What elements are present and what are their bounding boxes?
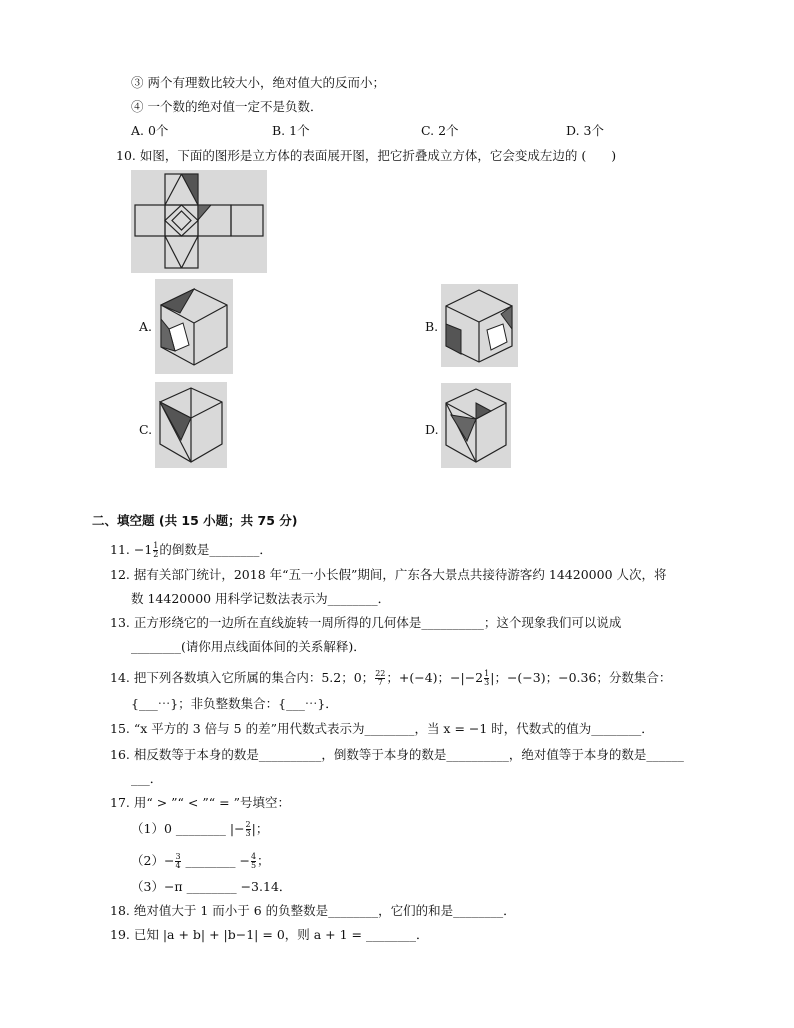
section-2-title: 二、填空题 (共 15 小题；共 75 分) xyxy=(92,513,298,528)
q12-line-2: 数 14420000 用科学记数法表示为________． xyxy=(131,591,391,606)
q14-f2-den: 3 xyxy=(484,678,490,687)
q17-p1-num: 2 xyxy=(245,820,251,829)
q14-fraction-1-3 xyxy=(484,670,489,687)
q17-p2-num-1: 3 xyxy=(175,852,181,861)
q11 xyxy=(110,541,272,559)
q17-part-3: （3）−π ________ −3.14． xyxy=(131,879,292,894)
q14-part-b: ；+(−4)；−|−2 xyxy=(386,670,484,685)
q14-line-2: {___⋯}；非负整数集合：{___⋯}． xyxy=(131,696,338,711)
q17-p1-b: |； xyxy=(251,821,269,836)
q14-f1-den: 7 xyxy=(375,678,385,687)
q17-p2-den-2: 5 xyxy=(250,861,257,870)
q18: 18. 绝对值大于 1 而小于 6 的负整数是________，它们的和是________． xyxy=(110,903,516,918)
q17-part-2 xyxy=(131,852,270,870)
q13-line-1: 13. 正方形绕它的一边所在直线旋转一周所得的几何体是__________；这个现象我们可以说成 xyxy=(110,615,622,630)
q17-p1-fraction xyxy=(246,821,251,838)
q11-pre: 11. −1 xyxy=(110,542,153,557)
q17-p2-fraction-1 xyxy=(175,853,180,870)
q11-frac-num: 1 xyxy=(153,541,159,550)
q17-p1-a: （1）0 ________ |− xyxy=(131,821,245,836)
q15: 15. “x 平方的 3 倍与 5 的差”用代数式表示为________，当 x = −1 时，代数式的值为________． xyxy=(110,721,654,736)
q17-p2-a: （2）− xyxy=(131,853,175,868)
q19: 19. 已知 |a + b| + |b−1| = 0，则 a + 1 = ________． xyxy=(110,927,429,942)
q9-option-d: D. 3个 xyxy=(566,123,604,138)
q13-line-2: ________(请你用点线面体间的关系解释)． xyxy=(131,639,366,654)
q9-option-b: B. 1个 xyxy=(272,123,310,138)
q17-p2-num-2: 4 xyxy=(250,852,257,861)
q10-option-a-label: A. xyxy=(139,319,153,334)
q14-f1-num: 22 xyxy=(375,669,386,678)
q17-p2-b: ； xyxy=(257,853,270,868)
q10-option-c-label: C. xyxy=(139,422,153,437)
q14-fraction-22-7 xyxy=(375,670,385,687)
cube-option-c-image[interactable] xyxy=(155,382,227,468)
q9-option-c: C. 2个 xyxy=(421,123,459,138)
q16-line-2: ___． xyxy=(131,771,163,786)
q14-part-c: |；−(−3)；−0.36̇；分数集合： xyxy=(490,670,672,685)
q9-option-a: A. 0个 xyxy=(131,123,169,138)
q14-part-a: 14. 把下列各数填入它所属的集合内：5.2；0； xyxy=(110,670,375,685)
cube-option-d-image[interactable] xyxy=(441,383,511,468)
q12-line-1: 12. 据有关部门统计，2018 年“五一小长假”期间，广东各大景点共接待游客约 14420000 人次，将 xyxy=(110,567,667,582)
q14-line-1 xyxy=(110,669,671,687)
q17-p2-fraction-2 xyxy=(251,853,256,870)
q11-post: 的倒数是________． xyxy=(159,542,272,557)
cube-option-a-image[interactable] xyxy=(155,279,233,374)
q9-statement-4: ④ 一个数的绝对值一定不是负数． xyxy=(131,99,323,114)
q11-frac-den: 2 xyxy=(153,550,159,559)
cube-option-b-image[interactable] xyxy=(441,284,518,367)
q17-title: 17. 用“ > ”“ < ”“ = ”号填空： xyxy=(110,795,290,810)
q16-line-1: 16. 相反数等于本身的数是__________，倒数等于本身的数是__________，绝对值等于本身的数是______ xyxy=(110,747,684,762)
q11-fraction xyxy=(153,542,158,559)
q10-text: 10. 如图，下面的图形是立方体的表面展开图，把它折叠成立方体，它会变成左边的 ( ) xyxy=(116,148,617,163)
q17-part-1 xyxy=(131,820,268,838)
q14-f2-num: 1 xyxy=(484,669,490,678)
q17-p2-den-1: 4 xyxy=(175,861,181,870)
q17-p1-den: 3 xyxy=(245,829,251,838)
q10-option-d-label: D. xyxy=(425,422,439,437)
cube-net-figure xyxy=(131,170,267,273)
q9-statement-3: ③ 两个有理数比较大小，绝对值大的反而小； xyxy=(131,75,385,90)
q10-option-b-label: B. xyxy=(425,319,439,334)
q17-p2-mid: ________ − xyxy=(181,853,250,868)
